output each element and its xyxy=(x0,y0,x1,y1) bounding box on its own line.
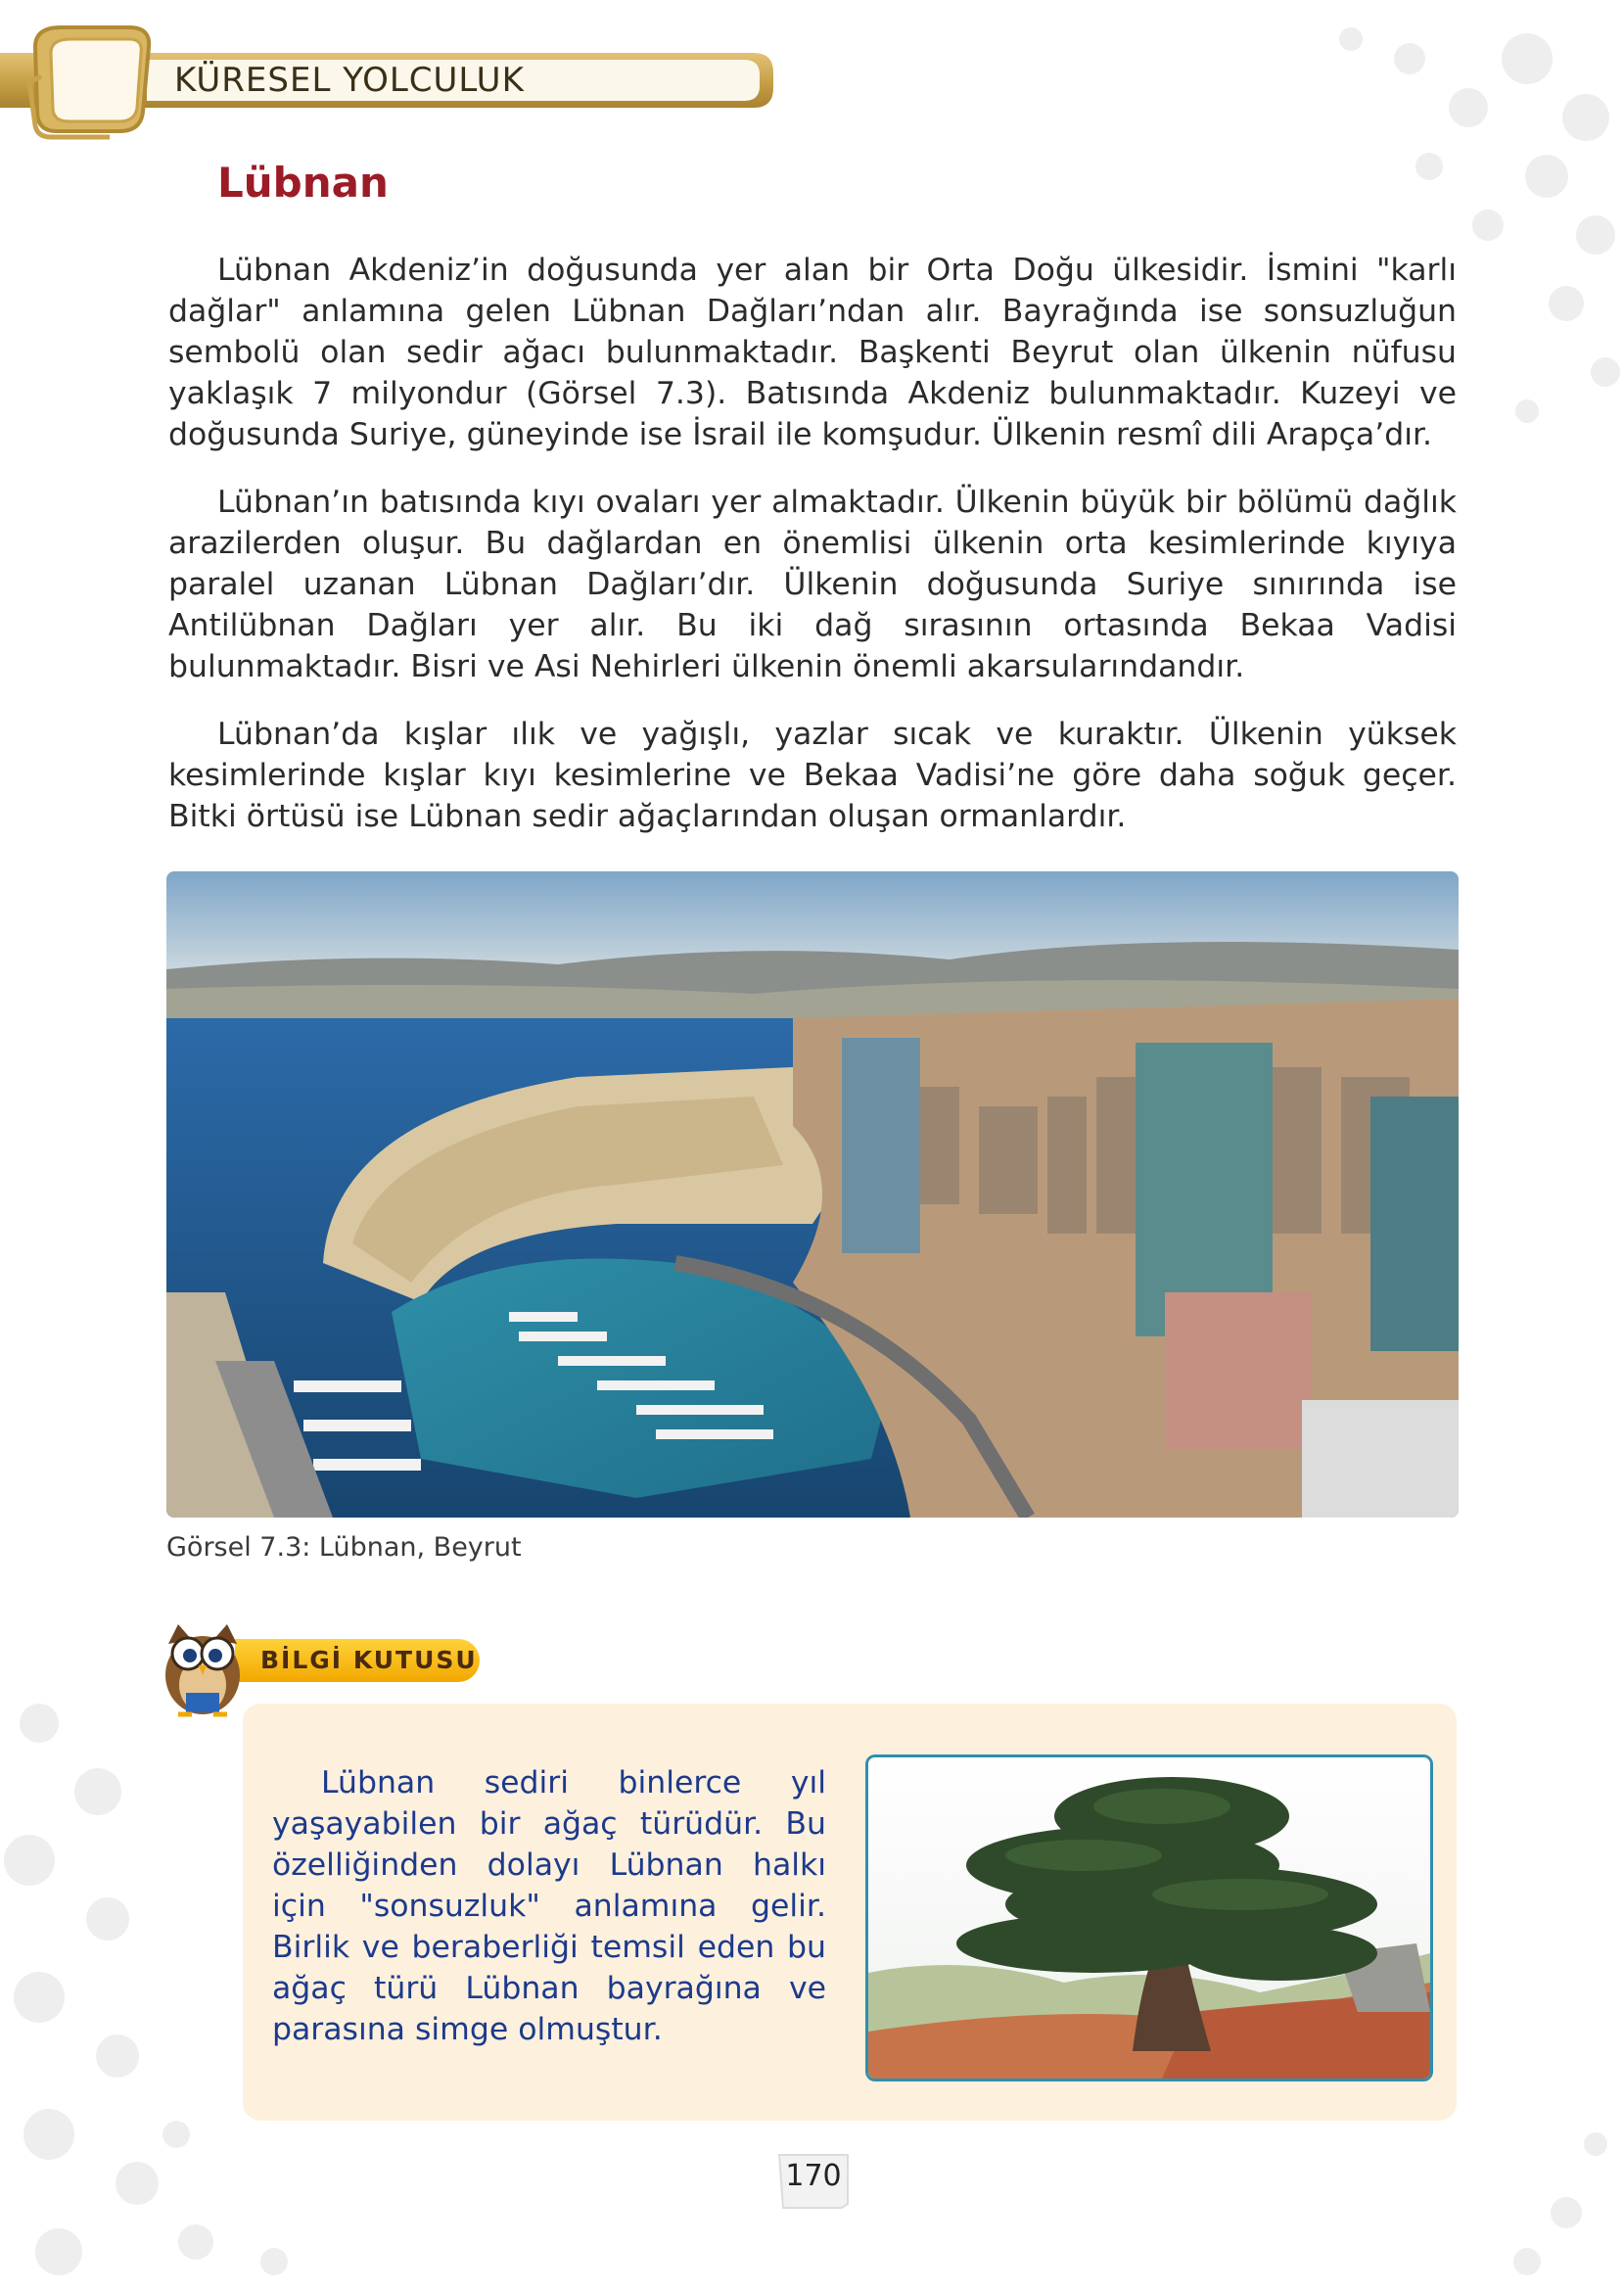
info-box-label: BİLGİ KUTUSU xyxy=(260,1646,478,1674)
figure-caption: Görsel 7.3: Lübnan, Beyrut xyxy=(166,1532,522,1563)
header-title: KÜRESEL YOLCULUK xyxy=(174,61,525,100)
cedar-tree-photo xyxy=(865,1754,1433,2081)
chapter-logo-icon xyxy=(22,18,159,141)
paragraph-1: Lübnan Akdeniz’in doğusunda yer alan bir Orta Doğu ülkesidir. İsmini "karlı dağlar" anlamına gelen Lübnan Dağları’ndan alır. Bayrağında ise sonsuzluğun sembolü olan sedir ağacı bulunmaktadır. Başkenti Beyrut olan ülkenin nüfusu yaklaşık 7 milyondur (Görsel 7.3). Batısında Akdeniz bulunmaktadır. Kuzeyi ve doğusunda Suriye, güneyinde ise İsrail ile komşudur. Ülkenin resmî dili Arapça’dır. xyxy=(168,253,1457,452)
paragraph-2: Lübnan’ın batısında kıyı ovaları yer almaktadır. Ülkenin büyük bir bölümü dağlık arazilerden oluşur. Bu dağlardan en önemlisi ülkenin orta kesimlerinde kıyıya paralel uzanan Lübnan Dağları’dır. Ülkenin doğusunda Suriye sınırında ise Antilübnan Dağları yer alır. Bu iki dağ sırasının ortasında Bekaa Vadisi bulunmaktadır. Bisri ve Asi Nehirleri ülkenin önemli akarsularındandır. xyxy=(168,485,1457,684)
owl-mascot-icon xyxy=(149,1611,256,1720)
beirut-photo xyxy=(166,871,1459,1518)
paragraph-3: Lübnan’da kışlar ılık ve yağışlı, yazlar sıcak ve kuraktır. Ülkenin yüksek kesimlerinde kışlar kıyı kesimlerine ve Bekaa Vadisi’ne göre daha soğuk geçer. Bitki örtüsü ise Lübnan sedir ağaçlarından oluşan ormanlardır. xyxy=(168,717,1457,834)
page-number: 170 xyxy=(785,2159,842,2193)
section-title: Lübnan xyxy=(217,159,389,207)
info-box-text: Lübnan sediri binlerce yıl yaşayabilen bir ağaç türüdür. Bu özelliğinden dolayı Lübnan halkı için "sonsuzluk" anlamına gelir. Birlik ve beraberliği temsil eden bu ağaç türü Lübnan bayrağına ve parasına simge olmuştur. xyxy=(272,1765,826,2047)
